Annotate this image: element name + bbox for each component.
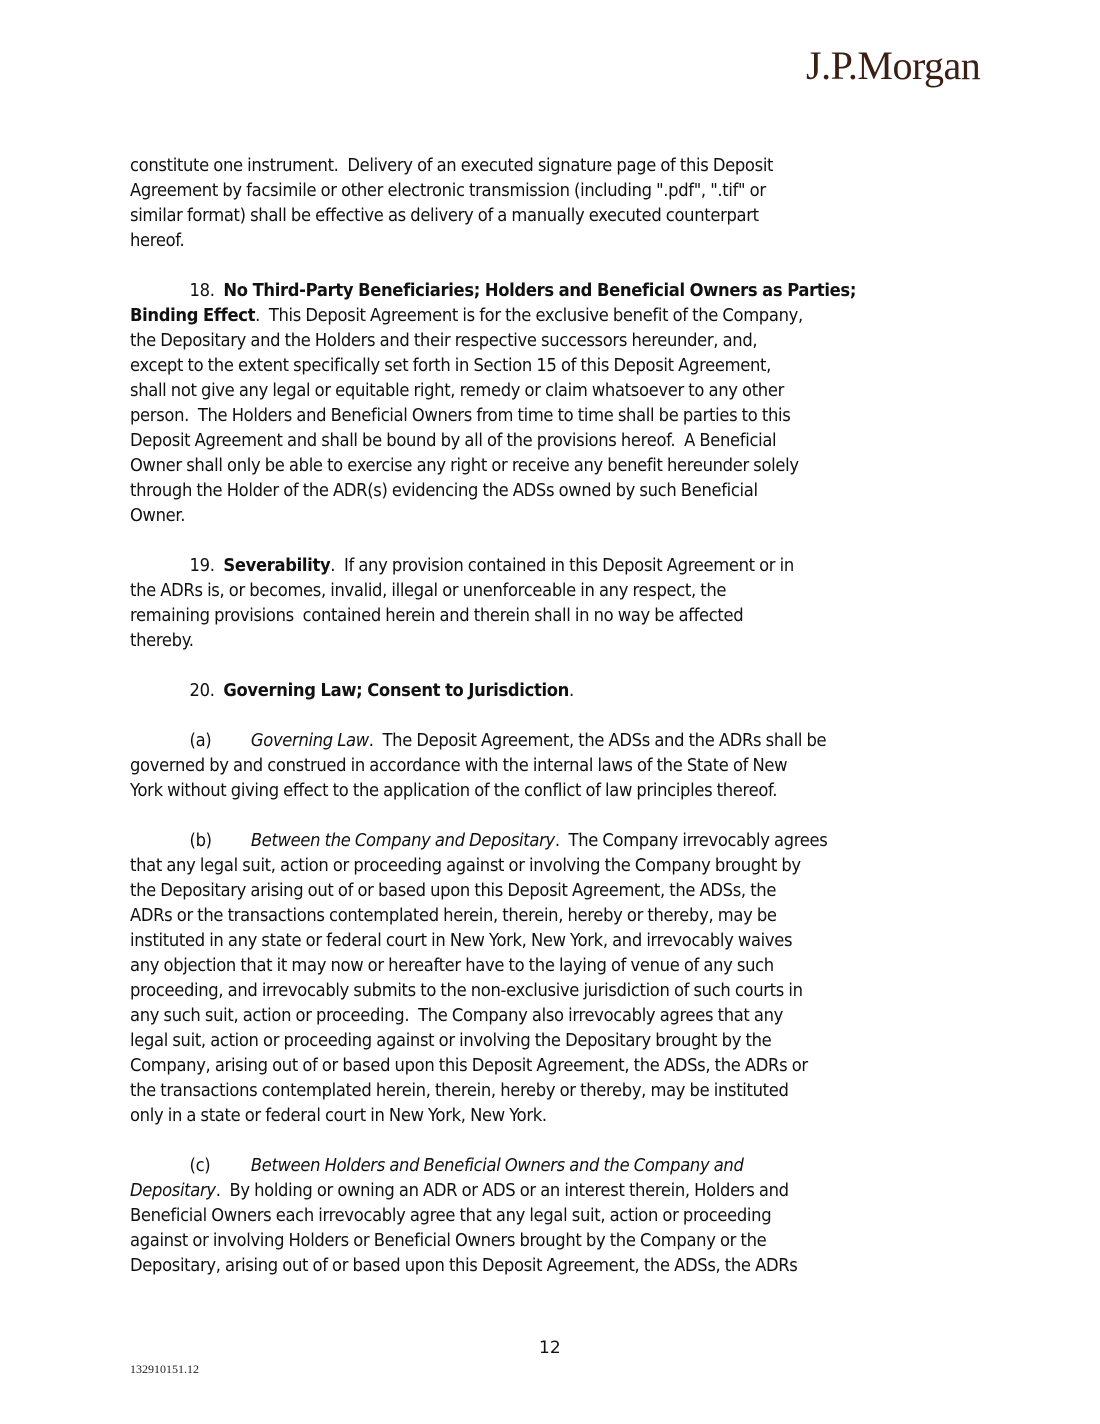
text-line: the Depositary arising out of or based upon this Deposit Agreement, the ADSs, the xyxy=(130,881,777,901)
text-line: Owner. xyxy=(130,506,186,526)
heading-period: . xyxy=(330,556,336,576)
text-run: By holding or owning an ADR or ADS or an interest therein, Holders and xyxy=(220,1181,789,1201)
text-line: constitute one instrument. Delivery of an executed signature page of this Deposit xyxy=(130,156,774,176)
text-line: legal suit, action or proceeding against or involving the Depositary brought by the xyxy=(130,1031,772,1051)
document-id: 132910151.12 xyxy=(130,1362,199,1376)
subsection-label: (a) xyxy=(189,731,212,751)
text-line: governed by and construed in accordance with the internal laws of the State of New xyxy=(130,756,788,776)
text-line: Beneficial Owners each irrevocably agree that any legal suit, action or proceeding xyxy=(130,1206,772,1226)
text-line xyxy=(130,829,930,854)
text-line xyxy=(130,554,930,579)
text-line: only in a state or federal court in New York, New York. xyxy=(130,1106,547,1126)
text-line: proceeding, and irrevocably submits to the non-exclusive jurisdiction of such courts in xyxy=(130,981,803,1001)
text-line: hereof. xyxy=(130,231,185,251)
text-line xyxy=(130,304,930,329)
text-line: shall not give any legal or equitable right, remedy or claim whatsoever to any other xyxy=(130,381,784,401)
text-line: person. The Holders and Beneficial Owners from time to time shall be parties to this xyxy=(130,406,791,426)
section-number: 18. xyxy=(189,281,215,301)
text-line: through the Holder of the ADR(s) evidencing the ADSs owned by such Beneficial xyxy=(130,481,758,501)
text-line: that any legal suit, action or proceeding against or involving the Company brought by xyxy=(130,856,801,876)
section-heading: No Third-Party Beneficiaries; Holders and Beneficial Owners as Parties; xyxy=(223,281,857,301)
section-20b xyxy=(130,829,930,1129)
text-line: ADRs or the transactions contemplated herein, therein, hereby or thereby, may be xyxy=(130,906,777,926)
heading-period: . xyxy=(568,681,574,701)
heading-period: . xyxy=(554,831,560,851)
heading-period: . xyxy=(215,1181,221,1201)
text-line: Agreement by facsimile or other electronic transmission (including ".pdf", ".tif" or xyxy=(130,181,766,201)
document-body xyxy=(130,154,930,1304)
text-line: York without giving effect to the application of the conflict of law principles thereof. xyxy=(130,781,778,801)
section-heading: Governing Law; Consent to Jurisdiction xyxy=(223,681,569,701)
text-line: thereby. xyxy=(130,631,194,651)
subsection-label: (b) xyxy=(189,831,212,851)
text-run: This Deposit Agreement is for the exclusive benefit of the Company, xyxy=(260,306,803,326)
subsection-heading: Between the Company and Depositary xyxy=(250,831,555,851)
subsection-label: (c) xyxy=(189,1156,211,1176)
text-line: Depositary, arising out of or based upon this Deposit Agreement, the ADSs, the ADRs xyxy=(130,1256,798,1276)
text-line: Deposit Agreement and shall be bound by all of the provisions hereof. A Beneficial xyxy=(130,431,777,451)
text-line: except to the extent specifically set forth in Section 15 of this Deposit Agreement, xyxy=(130,356,771,376)
text-line xyxy=(130,279,930,304)
text-line: remaining provisions contained herein and therein shall in no way be affected xyxy=(130,606,744,626)
text-line: the Depositary and the Holders and their respective successors hereunder, and, xyxy=(130,331,758,351)
text-line xyxy=(130,1179,930,1204)
text-line: any such suit, action or proceeding. The Company also irrevocably agrees that any xyxy=(130,1006,784,1026)
subsection-heading-cont: Depositary xyxy=(130,1181,216,1201)
subsection-heading: Between Holders and Beneficial Owners and the Company and xyxy=(250,1156,744,1176)
text-line xyxy=(130,729,930,754)
text-run: The Deposit Agreement, the ADSs and the ADRs shall be xyxy=(373,731,827,751)
text-line: any objection that it may now or hereafter have to the laying of venue of any such xyxy=(130,956,774,976)
heading-period: . xyxy=(368,731,374,751)
section-19 xyxy=(130,554,930,654)
heading-period: . xyxy=(255,306,261,326)
section-heading-cont: Binding Effect xyxy=(130,306,256,326)
text-run: The Company irrevocably agrees xyxy=(559,831,828,851)
subsection-heading: Governing Law xyxy=(250,731,369,751)
section-number: 20. xyxy=(189,681,215,701)
text-line xyxy=(130,679,930,704)
text-line: similar format) shall be effective as delivery of a manually executed counterpart xyxy=(130,206,759,226)
text-line: Company, arising out of or based upon this Deposit Agreement, the ADSs, the ADRs or xyxy=(130,1056,808,1076)
section-18 xyxy=(130,279,930,529)
text-line: Owner shall only be able to exercise any right or receive any benefit hereunder solely xyxy=(130,456,799,476)
text-line: against or involving Holders or Beneficial Owners brought by the Company or the xyxy=(130,1231,767,1251)
text-line: instituted in any state or federal court in New York, New York, and irrevocably waives xyxy=(130,931,793,951)
section-number: 19. xyxy=(189,556,215,576)
page-number: 12 xyxy=(539,1338,561,1358)
text-line: the transactions contemplated herein, therein, hereby or thereby, may be instituted xyxy=(130,1081,789,1101)
text-line: the ADRs is, or becomes, invalid, illegal or unenforceable in any respect, the xyxy=(130,581,727,601)
paragraph-17-continued xyxy=(130,154,930,254)
text-line xyxy=(130,1154,930,1179)
section-20c xyxy=(130,1154,930,1279)
text-run: If any provision contained in this Deposit Agreement or in xyxy=(335,556,794,576)
section-heading: Severability xyxy=(223,556,331,576)
section-20 xyxy=(130,679,930,704)
jpmorgan-logo: J.P.Morgan xyxy=(806,43,981,88)
section-20a xyxy=(130,729,930,804)
